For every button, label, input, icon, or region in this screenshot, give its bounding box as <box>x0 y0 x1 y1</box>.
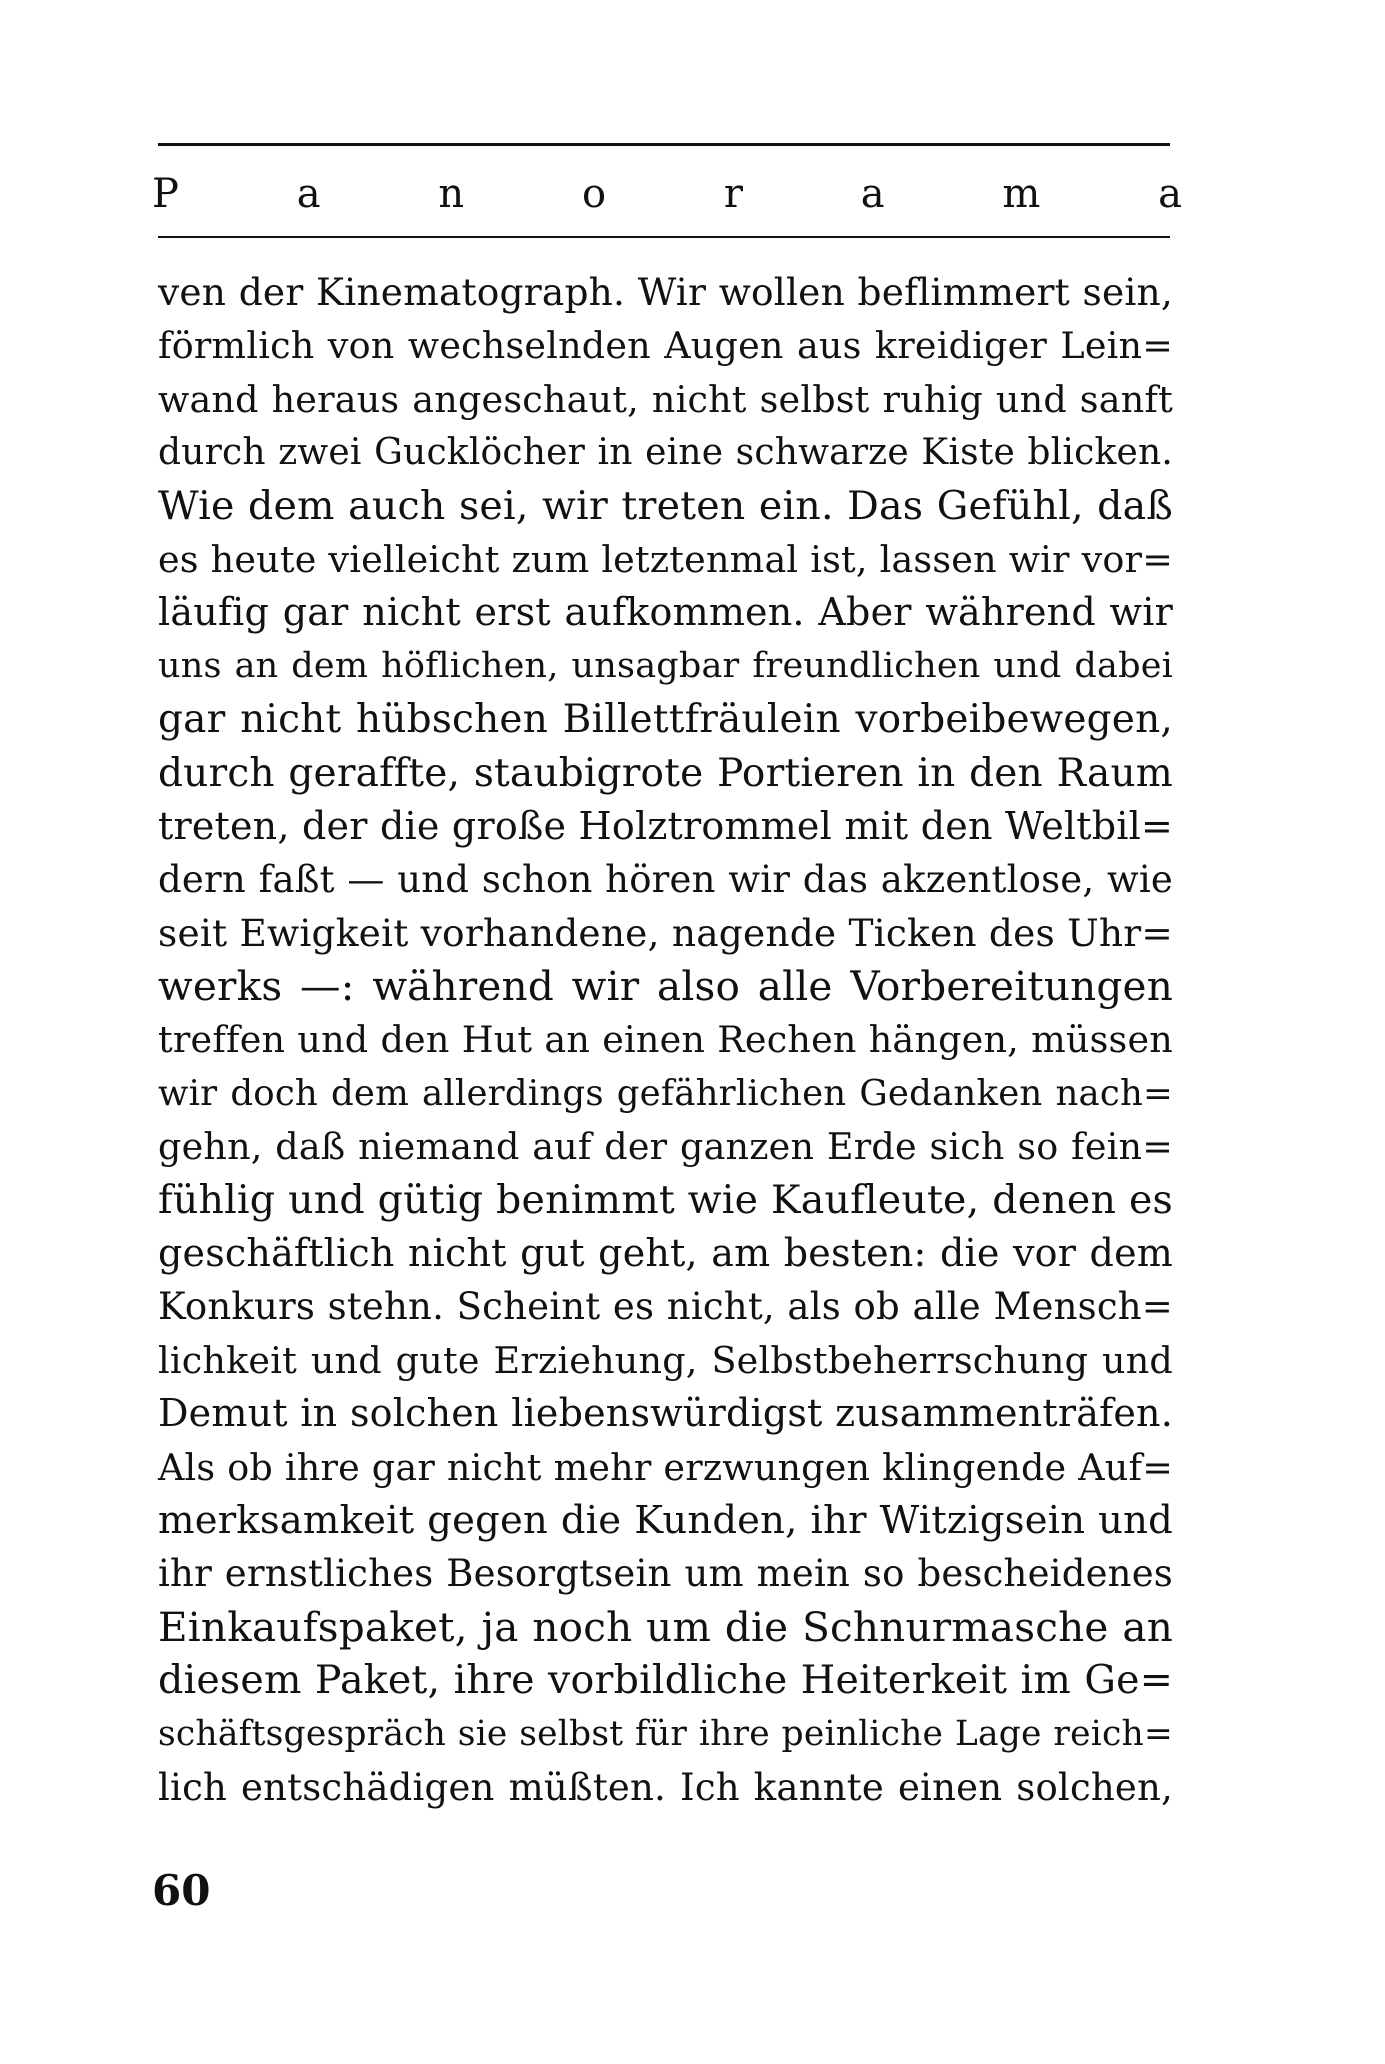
text-line: förmlich von wechselnden Augen aus kreidiger Lein= <box>158 324 1173 368</box>
text-line: ihr ernstliches Besorgtsein um mein so bescheidenes <box>158 1552 1173 1596</box>
text-line: wir doch dem allerdings gefährlichen Gedanken nach= <box>158 1072 1173 1114</box>
text-line: gar nicht hübschen Billettfräulein vorbeibewegen, <box>158 697 1173 743</box>
header-letter: r <box>723 171 743 217</box>
header-letter: a <box>296 171 321 217</box>
text-line: Konkurs stehn. Scheint es nicht, als ob alle Mensch= <box>158 1285 1173 1329</box>
header-letter: P <box>152 171 179 217</box>
header-letter: a <box>860 171 885 217</box>
text-line: seit Ewigkeit vorhandene, nagende Ticken des Uhr= <box>158 910 1173 955</box>
running-header <box>152 162 1182 226</box>
body-text <box>158 266 1173 1814</box>
text-line: ven der Kinematograph. Wir wollen beflimmert sein, <box>158 270 1173 314</box>
text-line: es heute vielleicht zum letztenmal ist, lassen wir vor= <box>158 537 1173 581</box>
page-number: 60 <box>152 1866 211 1915</box>
text-line: gehn, daß niemand auf der ganzen Erde sich so fein= <box>158 1125 1173 1169</box>
text-line: Als ob ihre gar nicht mehr erzwungen klingende Auf= <box>158 1445 1173 1489</box>
header-rule-bottom <box>158 236 1170 238</box>
text-line: lichkeit und gute Erziehung, Selbstbeherrschung und <box>158 1338 1173 1382</box>
text-line: merksamkeit gegen die Kunden, ihr Witzigsein und <box>158 1497 1173 1543</box>
text-line: dern faßt — und schon hören wir das akzentlose, wie <box>158 858 1173 902</box>
text-line: treten, der die große Holztrommel mit den Weltbil= <box>158 803 1173 848</box>
header-letter: o <box>581 171 607 217</box>
text-line: geschäftlich nicht gut geht, am besten: die vor dem <box>158 1231 1173 1276</box>
text-line: durch geraffte, staubigrote Portieren in den Raum <box>158 750 1173 796</box>
text-line: wand heraus angeschaut, nicht selbst ruhig und sanft <box>158 377 1173 421</box>
header-letter: m <box>1002 171 1041 217</box>
text-line: Wie dem auch sei, wir treten ein. Das Gefühl, daß <box>158 482 1173 529</box>
text-line: werks —: während wir also alle Vorbereitungen <box>158 962 1173 1011</box>
text-line: lich entschädigen müßten. Ich kannte einen solchen, <box>158 1765 1173 1809</box>
header-letter: n <box>438 171 465 217</box>
text-line: treffen und den Hut an einen Rechen hängen, müssen <box>158 1018 1173 1062</box>
header-rule-top <box>158 143 1170 146</box>
text-line: läufig gar nicht erst aufkommen. Aber während wir <box>158 590 1173 635</box>
text-line: schäftsgespräch sie selbst für ihre peinliche Lage reich= <box>158 1713 1173 1754</box>
text-line: Demut in solchen liebenswürdigst zusammenträfen. <box>158 1391 1173 1436</box>
text-line: durch zwei Gucklöcher in eine schwarze Kiste blicken. <box>158 432 1173 474</box>
header-letter: a <box>1158 171 1182 217</box>
text-line: fühlig und gütig benimmt wie Kaufleute, denen es <box>158 1176 1173 1223</box>
text-line: uns an dem höflichen, unsagbar freundlichen und dabei <box>158 645 1173 686</box>
text-line: Einkaufspaket, ja noch um die Schnurmasche an <box>158 1602 1173 1651</box>
text-line: diesem Paket, ihre vorbildliche Heiterkeit im Ge= <box>158 1657 1173 1704</box>
